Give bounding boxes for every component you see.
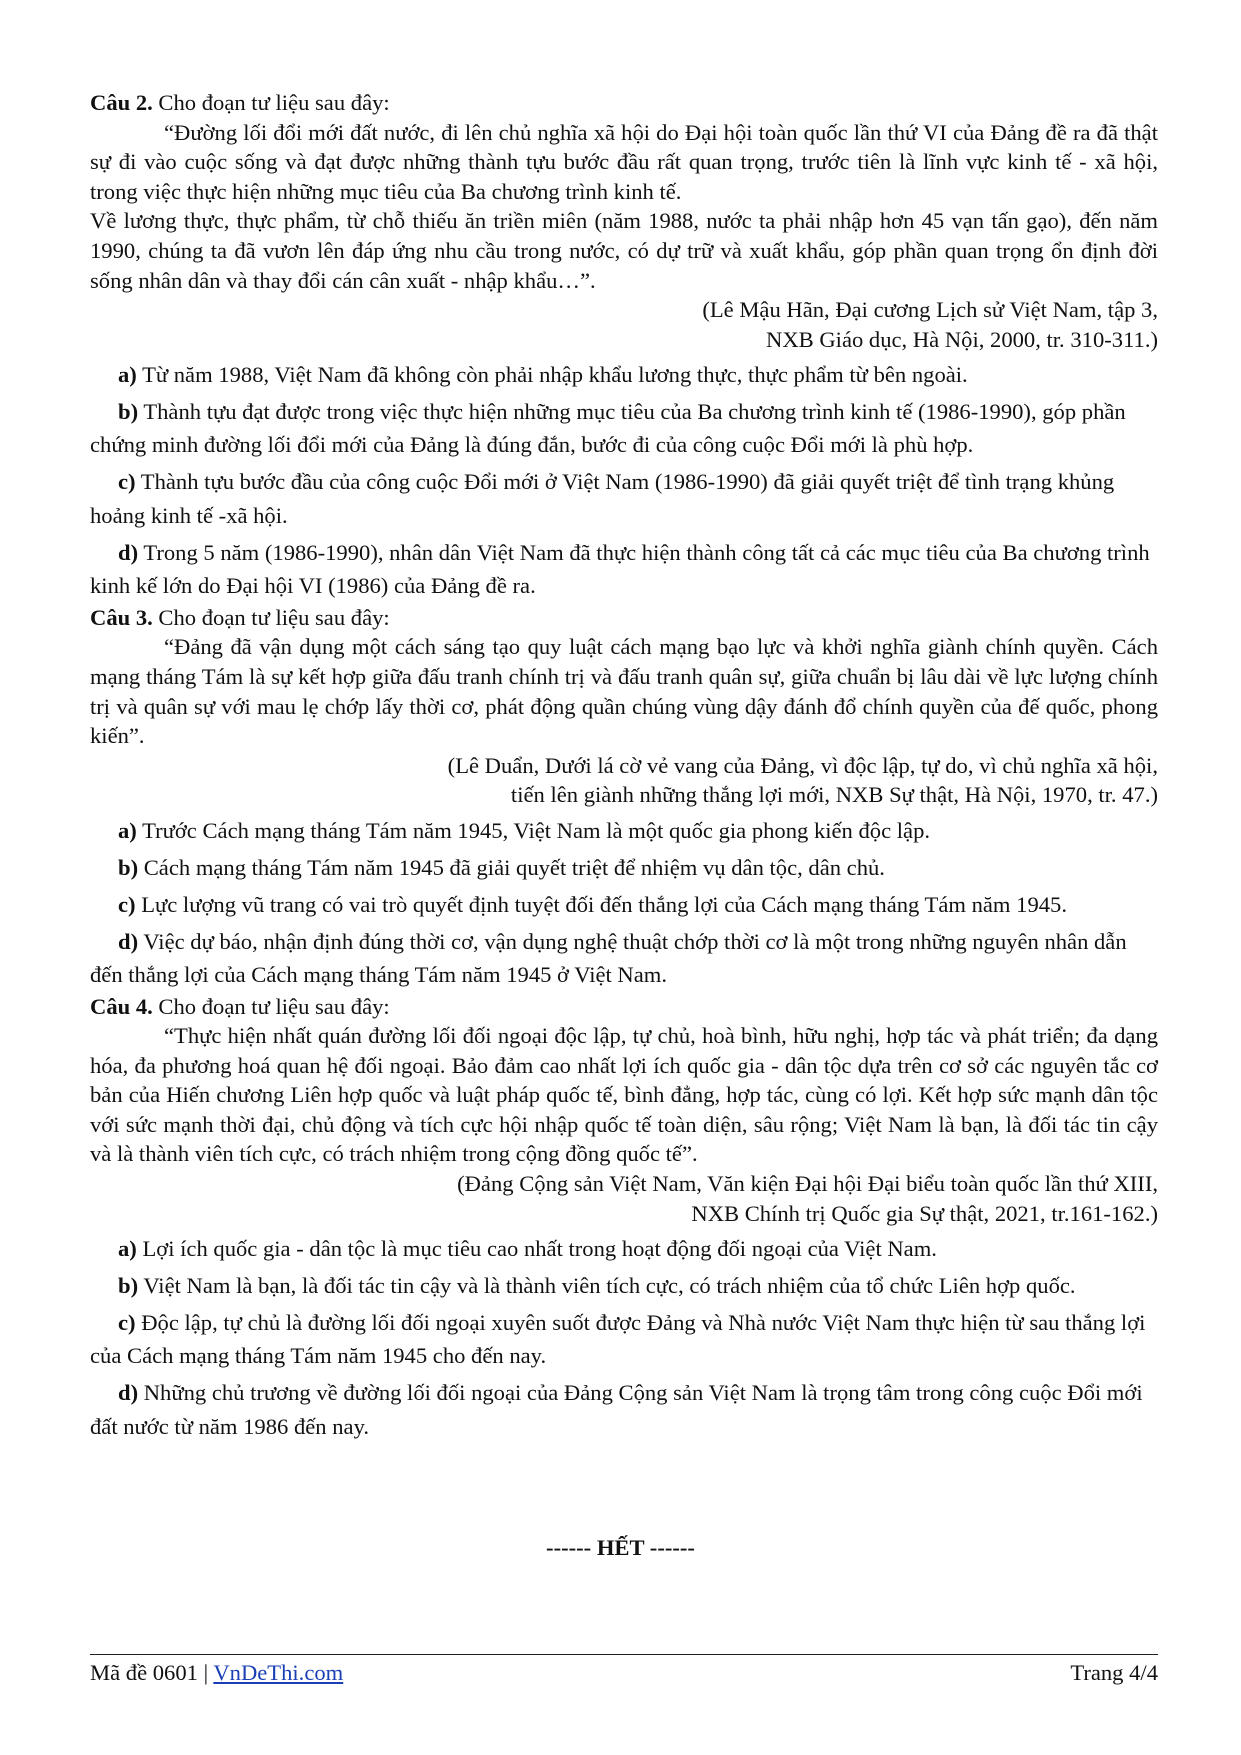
question-3-option-c [90, 888, 1158, 922]
option-text: Thành tựu đạt được trong việc thực hiện những mục tiêu của Ba chương trình kinh tế (1986-1990), góp phần chứng minh đường lối đổi mới của Đảng là đúng đắn, bước đi của công cuộc Đổi mới là phù hợp. [90, 398, 1126, 458]
question-3-option-a [90, 814, 1158, 848]
question-3-option-d [90, 925, 1158, 992]
option-text: Lực lượng vũ trang có vai trò quyết định tuyệt đối đến thắng lợi của Cách mạng tháng Tám năm 1945. [135, 891, 1067, 917]
option-label: b) [118, 854, 139, 880]
question-4-intro: Cho đoạn tư liệu sau đây: [152, 993, 390, 1019]
page-number: Trang 4/4 [1070, 1660, 1158, 1685]
exam-content [90, 88, 1158, 1443]
question-3-source-line-1: (Lê Duẩn, Dưới lá cờ vẻ vang của Đảng, vì độc lập, tự do, vì chủ nghĩa xã hội, [447, 752, 1158, 778]
site-link[interactable]: VnDeThi.com [213, 1660, 344, 1685]
question-4-option-d [90, 1376, 1158, 1443]
footer-left [90, 1660, 343, 1686]
option-text: Lợi ích quốc gia - dân tộc là mục tiêu cao nhất trong hoạt động đối ngoại của Việt Nam. [136, 1235, 937, 1261]
question-3-option-b [90, 851, 1158, 885]
option-label: c) [118, 1309, 136, 1335]
question-2-intro: Cho đoạn tư liệu sau đây: [152, 90, 390, 115]
question-2-label: Câu 2. [90, 90, 153, 115]
question-3-heading [90, 603, 1158, 633]
question-2-heading [90, 88, 1158, 118]
question-2-option-c [90, 465, 1158, 532]
option-text: Việt Nam là bạn, là đối tác tin cậy và là thành viên tích cực, có trách nhiệm của tổ chức Liên hợp quốc. [138, 1272, 1076, 1298]
question-4-option-a [90, 1232, 1158, 1266]
exam-code: Mã đề 0601 | [90, 1660, 214, 1685]
question-3-label: Câu 3. [90, 604, 153, 630]
question-4-label: Câu 4. [90, 993, 153, 1019]
end-marker: ------ HẾT ------ [546, 1535, 695, 1560]
option-label: d) [118, 539, 139, 565]
option-text: Thành tựu bước đầu của công cuộc Đổi mới ở Việt Nam (1986-1990) đã giải quyết triệt để tình trạng khủng hoảng kinh tế -xã hội. [90, 469, 1115, 528]
question-2-option-d [90, 536, 1158, 603]
question-4-heading [90, 992, 1158, 1022]
option-text: Những chủ trương về đường lối đối ngoại của Đảng Cộng sản Việt Nam là trọng tâm trong công cuộc Đổi mới đất nước từ năm 1986 đến nay. [90, 1380, 1143, 1439]
question-2-option-a [90, 358, 1158, 392]
question-2-source-line-1: (Lê Mậu Hãn, Đại cương Lịch sử Việt Nam, tập 3, [702, 297, 1158, 323]
question-3-source-line-2: tiến lên giành những thắng lợi mới, NXB Sự thật, Hà Nội, 1970, tr. 47.) [510, 782, 1158, 808]
option-label: a) [118, 817, 137, 843]
option-text: Trước Cách mạng tháng Tám năm 1945, Việt Nam là một quốc gia phong kiến độc lập. [136, 817, 931, 843]
option-label: d) [118, 1380, 139, 1406]
option-label: b) [118, 398, 139, 424]
option-label: d) [118, 928, 139, 954]
question-4-quote: “Thực hiện nhất quán đường lối đối ngoại độc lập, tự chủ, hoà bình, hữu nghị, hợp tác và phát triển; đa dạng hóa, đa phương hoá quan hệ đối ngoại. Bảo đảm cao nhất lợi ích quốc gia - dân tộc dựa trên cơ sở các nguyên tắc cơ bản của Hiến chương Liên hợp quốc và luật pháp quốc tế, bình đẳng, hợp tác, cùng có lợi. Kết hợp sức mạnh dân tộc với sức mạnh thời đại, chủ động và tích cực hội nhập quốc tế toàn diện, sâu rộng; Việt Nam là bạn, là đối tác tin cậy và là thành viên tích cực, có trách nhiệm trong cộng đồng quốc tế”. [90, 1023, 1158, 1167]
question-4-option-b [90, 1269, 1158, 1303]
option-text: Từ năm 1988, Việt Nam đã không còn phải nhập khẩu lương thực, thực phẩm từ bên ngoài. [136, 361, 968, 387]
option-text: Trong 5 năm (1986-1990), nhân dân Việt Nam đã thực hiện thành công tất cả các mục tiêu của Ba chương trình kinh kế lớn do Đại hội VI (1986) của Đảng đề ra. [90, 539, 1150, 599]
option-text: Độc lập, tự chủ là đường lối đối ngoại xuyên suốt được Đảng và Nhà nước Việt Nam thực hiện từ sau thắng lợi của Cách mạng tháng Tám năm 1945 cho đến nay. [90, 1309, 1146, 1369]
question-2-quote-cont: Về lương thực, thực phẩm, từ chỗ thiếu ăn triền miên (năm 1988, nước ta phải nhập hơn 45 vạn tấn gạo), đến năm 1990, chúng ta đã vươn lên đáp ứng nhu cầu trong nước, có dự trữ và xuất khẩu, góp phần quan trọng ổn định đời sống nhân dân và thay đổi cán cân xuất - nhập khẩu…”. [90, 208, 1158, 293]
option-label: a) [118, 361, 137, 387]
question-3-quote: “Đảng đã vận dụng một cách sáng tạo quy luật cách mạng bạo lực và khởi nghĩa giành chính quyền. Cách mạng tháng Tám là sự kết hợp giữa đấu tranh chính trị và đấu tranh quân sự, giữa chuẩn bị lâu dài về lực lượng chính trị và quân sự với mau lẹ chớp lấy thời cơ, phát động quần chúng vùng dậy đánh đổ chính quyền của đế quốc, phong kiến”. [90, 634, 1158, 749]
question-4-source-line-1: (Đảng Cộng sản Việt Nam, Văn kiện Đại hội Đại biểu toàn quốc lần thứ XIII, [457, 1171, 1158, 1197]
footer-divider [90, 1654, 1158, 1655]
question-3-intro: Cho đoạn tư liệu sau đây: [152, 604, 390, 630]
question-4-source-line-2: NXB Chính trị Quốc gia Sự thật, 2021, tr.161-162.) [691, 1200, 1158, 1226]
option-label: c) [118, 891, 136, 917]
option-text: Việc dự báo, nhận định đúng thời cơ, vận dụng nghệ thuật chớp thời cơ là một trong những nguyên nhân dẫn đến thắng lợi của Cách mạng tháng Tám năm 1945 ở Việt Nam. [90, 928, 1127, 987]
question-2-source-line-2: NXB Giáo dục, Hà Nội, 2000, tr. 310-311.) [766, 326, 1158, 352]
option-label: b) [118, 1272, 139, 1298]
option-text: Cách mạng tháng Tám năm 1945 đã giải quyết triệt để nhiệm vụ dân tộc, dân chủ. [138, 854, 885, 880]
option-label: c) [118, 469, 136, 495]
question-2-option-b [90, 395, 1158, 462]
option-label: a) [118, 1235, 137, 1261]
question-4-option-c [90, 1306, 1158, 1373]
question-2-quote: “Đường lối đổi mới đất nước, đi lên chủ nghĩa xã hội do Đại hội toàn quốc lần thứ VI của Đảng đề ra đã thật sự đi vào cuộc sống và đạt được những thành tựu bước đầu rất quan trọng, trước tiên là lĩnh vực kinh tế - xã hội, trong việc thực hiện những mục tiêu của Ba chương trình kinh tế. [90, 119, 1158, 204]
